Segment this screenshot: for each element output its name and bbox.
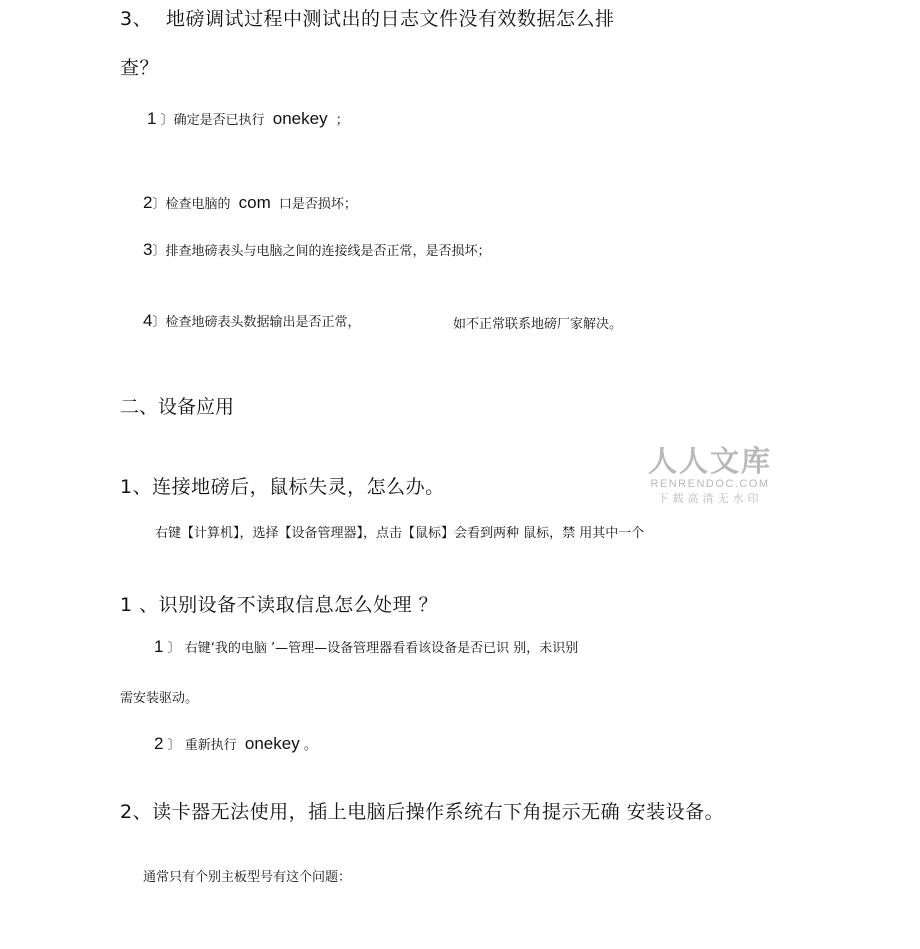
item-number: 3 [143,240,153,259]
watermark-url: RENRENDOC.COM [650,478,770,490]
watermark-logo [646,444,774,507]
list-item [143,240,490,260]
item-number: 1 [154,637,164,656]
item-number: 4 [143,311,153,330]
subsection-title: 1、连接地磅后，鼠标失灵，怎么办。 [120,476,445,498]
item-text: 〕 右键‘我的电脑 ’—管理—设备管理器看看该设备是否已识 别，未识别 [167,641,579,656]
item-number: 1 [147,109,157,128]
list-item [154,734,317,754]
question-3-title-cont: 查？ [120,57,160,79]
watermark-title: 人人文库 [647,444,772,478]
subsection-title: 2、读卡器无法使用，插上电脑后操作系统右下角提示无确 安装设备。 [120,801,725,823]
item-text: 〕检查地磅表头数据输出是否正常， [152,315,361,330]
list-item [154,637,578,657]
list-item [143,193,357,213]
list-item [143,311,360,331]
watermark-subtitle: 下载高清无水印 [657,492,763,505]
item-text: 〕 重新执行 [167,738,237,753]
question-3-number: 3、 [120,8,153,30]
section-title: 二、设备应用 [120,396,235,418]
subsection-title: 1 、识别设备不读取信息怎么处理 ？ [120,594,439,616]
paragraph: 通常只有个别主板型号有这个问题： [143,870,352,885]
item-text-tail: 如不正常联系地磅厂家解决。 [453,317,623,332]
item-keyword: onekey [272,109,328,128]
paragraph: 右键【计算机】，选择【设备管理器】，点击【鼠标】会看到两种 鼠标，禁 用其中一个 [155,526,645,541]
item-text-tail: 口是否损坏； [278,197,357,212]
paragraph-cont: 需安装驱动。 [120,691,199,706]
item-number: 2 [143,193,153,212]
item-keyword: com [238,193,271,212]
item-text: 〕检查电脑的 [152,197,231,212]
item-punct: 。 [303,738,317,753]
item-text: 〕排查地磅表头与电脑之间的连接线是否正常，是否损坏； [152,244,491,259]
list-item [147,109,349,129]
item-keyword: onekey [244,734,300,753]
item-number: 2 [154,734,164,753]
item-punct: ； [335,113,349,128]
question-3-title: 地磅调试过程中测试出的日志文件没有效数据怎么排 [166,8,615,30]
item-text: 〕确定是否已执行 [160,113,265,128]
